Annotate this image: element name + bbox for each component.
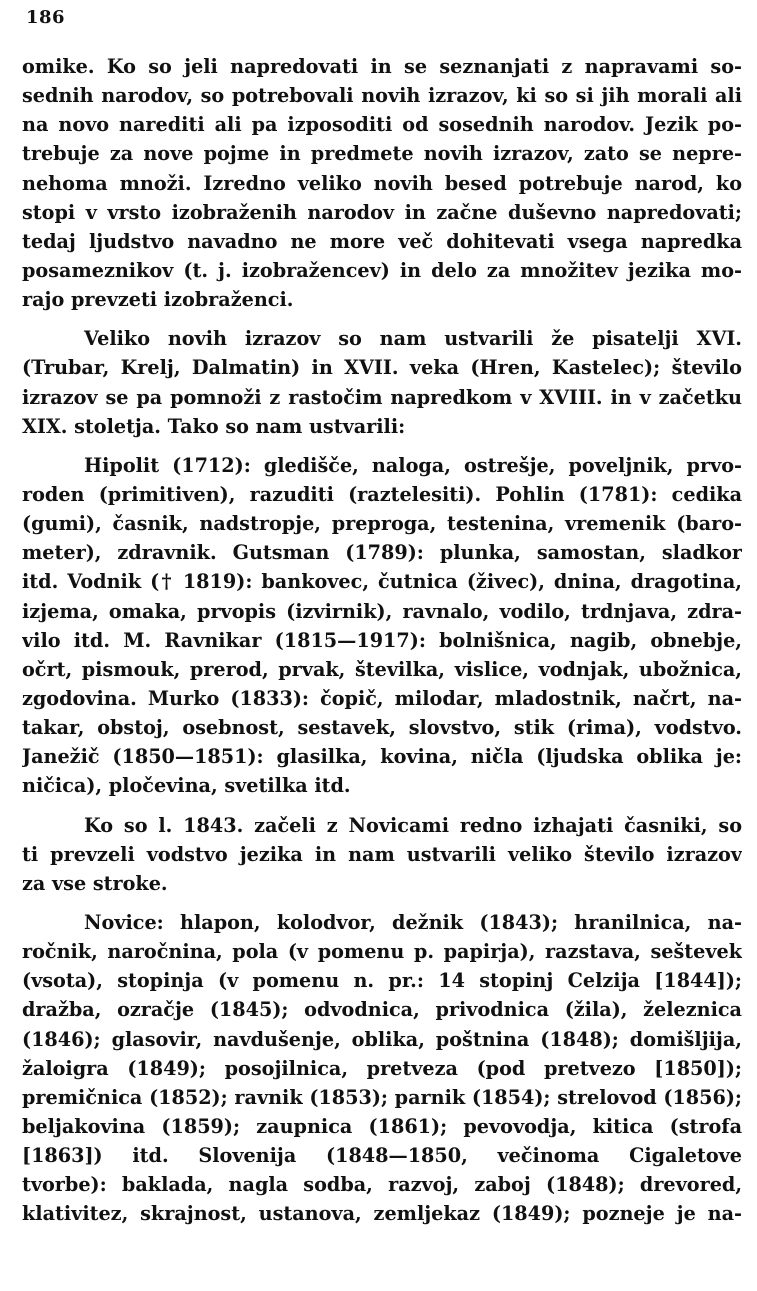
text-line: za vse stroke. bbox=[22, 871, 168, 895]
paragraph-gap bbox=[22, 441, 742, 451]
text-line: premičnica (1852); ravnik (1853); parnik (1854); strelovod (1856); bbox=[22, 1085, 742, 1109]
text-line: posameznikov (t. j. izobražencev) in delo za množitev jezika mo- bbox=[22, 258, 742, 282]
text-line: očrt, pismouk, prerod, prvak, številka, vislice, vodnjak, ubožnica, bbox=[22, 657, 742, 681]
text-line: rajo prevzeti izobraženci. bbox=[22, 288, 294, 312]
text-line: beljakovina (1859); zaupnica (1861); pevovodja, kitica (strofa bbox=[22, 1114, 742, 1138]
text-line: izrazov se pa pomnoži z rastočim napredkom v XVIII. in v začetku bbox=[22, 385, 742, 409]
paragraph bbox=[22, 908, 742, 1229]
text-line: roden (primitiven), razuditi (raztelesiti). Pohlin (1781): cedika bbox=[22, 482, 742, 506]
text-line: (Trubar, Krelj, Dalmatin) in XVII. veka (Hren, Kastelec); število bbox=[22, 356, 742, 380]
text-line: sednih narodov, so potrebovali novih izrazov, ki so si jih morali ali bbox=[22, 84, 742, 108]
text-line: [1863]) itd. Slovenija (1848—1850, večinoma Cigaletove bbox=[22, 1144, 742, 1168]
text-line: (1846); glasovir, navdušenje, oblika, poštnina (1848); domišljija, bbox=[22, 1027, 742, 1051]
text-line: vilo itd. M. Ravnikar (1815—1917): bolnišnica, nagib, obnebje, bbox=[22, 628, 742, 652]
text-line: takar, obstoj, osebnost, sestavek, slovstvo, stik (rima), vodstvo. bbox=[22, 716, 742, 740]
text-line: ničica), pločevina, svetilka itd. bbox=[22, 774, 351, 798]
paragraph-gap bbox=[22, 898, 742, 908]
text-line: tedaj ljudstvo navadno ne more več dohitevati vsega napredka bbox=[22, 229, 742, 253]
text-line: ti prevzeli vodstvo jezika in nam ustvarili veliko število izrazov bbox=[22, 842, 742, 866]
text-line: nehoma množi. Izredno veliko novih besed potrebuje narod, ko bbox=[22, 171, 742, 195]
text-line: žaloigra (1849); posojilnica, pretveza (pod pretvezo [1850]); bbox=[22, 1056, 742, 1080]
text-line: (gumi), časnik, nadstropje, preproga, testenina, vremenik (baro- bbox=[22, 512, 742, 536]
text-line: XIX. stoletja. Tako so nam ustvarili: bbox=[22, 414, 406, 438]
body-text bbox=[22, 52, 742, 1228]
text-line: meter), zdravnik. Gutsman (1789): plunka, samostan, sladkor bbox=[22, 541, 742, 565]
text-line: izjema, omaka, prvopis (izvirnik), ravnalo, vodilo, trdnjava, zdra- bbox=[22, 599, 742, 623]
text-line: trebuje za nove pojme in predmete novih izrazov, zato se nepre- bbox=[22, 142, 742, 166]
paragraph-gap bbox=[22, 801, 742, 811]
text-line: Hipolit (1712): gledišče, naloga, ostrešje, poveljnik, prvo- bbox=[84, 453, 742, 477]
text-line: ročnik, naročnina, pola (v pomenu p. papirja), razstava, seštevek bbox=[22, 940, 742, 964]
text-line: Ko so l. 1843. začeli z Novicami redno izhajati časniki, so bbox=[84, 813, 742, 837]
paragraph bbox=[22, 52, 742, 314]
paragraph bbox=[22, 811, 742, 898]
text-line: itd. Vodnik († 1819): bankovec, čutnica (živec), dnina, dragotina, bbox=[22, 570, 742, 594]
text-line: (vsota), stopinja (v pomenu n. pr.: 14 stopinj Celzija [1844]); bbox=[22, 969, 742, 993]
paragraph bbox=[22, 324, 742, 441]
page-number: 186 bbox=[26, 7, 66, 28]
text-line: klativitez, skrajnost, ustanova, zemljekaz (1849); pozneje je na- bbox=[22, 1202, 742, 1226]
paragraph-gap bbox=[22, 314, 742, 324]
text-line: stopi v vrsto izobraženih narodov in začne duševno napredovati; bbox=[22, 200, 742, 224]
text-line: Veliko novih izrazov so nam ustvarili že pisatelji XVI. bbox=[84, 327, 742, 351]
text-line: Janežič (1850—1851): glasilka, kovina, ničla (ljudska oblika je: bbox=[22, 745, 742, 769]
text-line: tvorbe): baklada, nagla sodba, razvoj, zaboj (1848); drevored, bbox=[22, 1173, 742, 1197]
text-line: na novo narediti ali pa izposoditi od sosednih narodov. Jezik po- bbox=[22, 113, 742, 137]
text-line: omike. Ko so jeli napredovati in se seznanjati z napravami so- bbox=[22, 55, 742, 78]
text-line: Novice: hlapon, kolodvor, dežnik (1843); hranilnica, na- bbox=[84, 910, 742, 934]
text-line: dražba, ozračje (1845); odvodnica, privodnica (žila), železnica bbox=[22, 998, 742, 1022]
paragraph bbox=[22, 451, 742, 801]
text-line: zgodovina. Murko (1833): čopič, milodar, mladostnik, načrt, na- bbox=[22, 686, 742, 710]
